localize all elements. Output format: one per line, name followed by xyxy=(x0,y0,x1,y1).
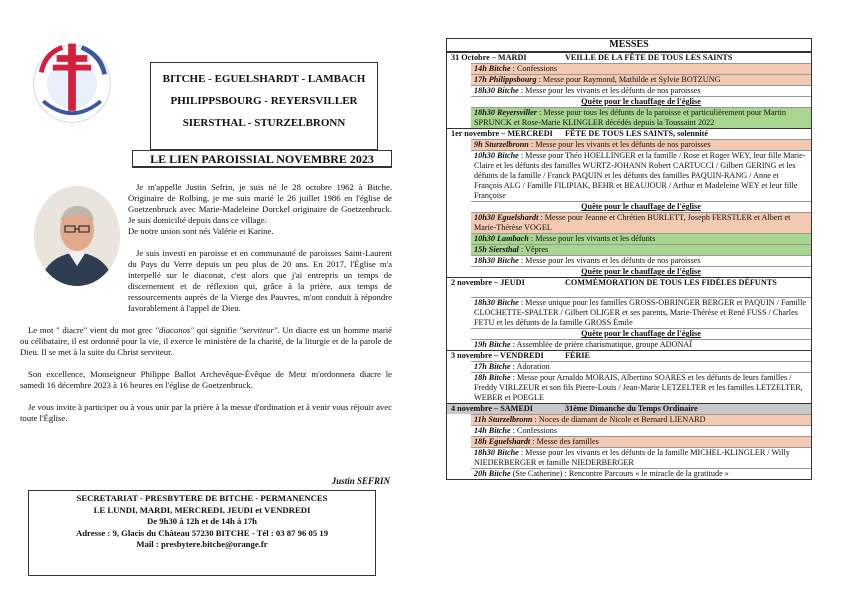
mass-time-place: 18h30 Bitche xyxy=(474,448,519,457)
mass-intention: : Messe pour Jeanne et Chrétien BURLETT, Joseph FERSTLER et Albert et Marie-Thérèse VOGEL xyxy=(474,213,791,232)
mass-intention: : Messe pour tous les défunts de la paroisse et particulièrement pour Martin SPRUNCK et Rose-Marie KLINGLER décédés depuis la Toussaint 2022 xyxy=(474,108,786,127)
mass-intention: : Messe pour les vivants et les défunts xyxy=(528,234,656,243)
mass-entry xyxy=(471,85,811,96)
mass-time-place: 19h Bitche xyxy=(474,340,511,349)
day-feast: FÉRIE xyxy=(565,351,591,360)
mass-intention: : Adoration xyxy=(510,362,550,371)
mass-time-place: 20h Bitche xyxy=(474,469,511,478)
mass-intention: : Assemblée de prière charismatique, groupe ADONAÏ xyxy=(510,340,693,349)
secretariat-line: De 9h30 à 12h et de 14h à 17h xyxy=(146,516,258,526)
mass-intention: : Confessions xyxy=(510,64,558,73)
mass-time-place: 18h Bitche xyxy=(474,373,511,382)
messes-header: MESSES xyxy=(446,38,812,52)
parishes-box xyxy=(150,62,378,150)
mass-intention: : Messe pour Arnaldo MORAIS, Albertino SOARES et les défunts de leurs familles / Freddy VIRLZEUR et son fils Pierre-Louis / Jean-Marie LETZELTER et les familles LETZELTER, WEBER et POEGLE xyxy=(474,373,803,402)
article-paragraph: Je vous invite à participer ou à vous unir par la prière à la messe d'ordination et à venir vous réjouir avec toute l'Église. xyxy=(20,402,392,423)
mass-time-place: 10h30 Eguelshardt xyxy=(474,213,539,222)
article-paragraph: Son excellence, Monseigneur Philippe Ballot Archevêque-Évêque de Metz m'ordonnera diacre le samedi 16 décembre 2023 à 16 heures en l'église de Goetzenbruck. xyxy=(20,369,392,390)
day-date: 31 Octobre – MARDI xyxy=(451,53,527,62)
mass-time-place: 10h30 Lambach xyxy=(474,234,529,243)
mass-entry xyxy=(471,297,811,328)
mass-intention: : Messe pour Théo HOELLINGER et la famille / Rose et Roger WEY, leur fille Marie-Claire et les défunts des familles WURTZ-JOHANN Robert CARTUCCI / Gilbert GERING et les défunts de la famille / Franck PAQUIN et les défunts des familles PAQUIN-RANG / Anne et François ALG / Famille FILIPIAK, BEHR et BEAUJOUR / Arthur et Madeleine WEY et leur fille Françoise xyxy=(474,151,806,200)
day-date: 3 novembre – VENDREDI xyxy=(451,351,544,360)
mass-time-place: 17h Philippsbourg xyxy=(474,75,537,84)
day-header xyxy=(447,128,811,139)
day-header xyxy=(447,403,811,414)
mass-entry xyxy=(471,436,811,447)
mass-intention: : Messe unique pour les familles GROSS-OBRINGER BERGER et PAQUIN / Famille CLOCHETTE-SPALTER / Gilbert OLIGER et ses parents, Marie-Thérèse et René FUSS / Charles FETU et les défunts de la famille GROSS Émile xyxy=(474,298,806,327)
right-page xyxy=(446,38,812,573)
mass-intention: : Messe pour les vivants et les défunts de nos paroisses xyxy=(518,256,701,265)
article-paragraph: Je m'appelle Justin Sefrin, je suis né le 28 octobre 1962 à Bitche. Originaire de Rolbing, je me suis marié le 26 juillet 1986 en l'église de Goetzenbruck avec Marie-Madeleine Dorckel originaire de Goetzenbruck. Je suis domicilié depuis dans ce village. xyxy=(128,182,392,225)
secretariat-line: Adresse : 9, Glacis du Château 57230 BITCHE - Tél : 03 87 96 05 19 xyxy=(75,527,329,538)
mass-time-place: 18h Eguelshardt xyxy=(474,437,531,446)
mass-time-place: 18h30 Reyersviller xyxy=(474,108,537,117)
mass-time-place: 11h Sturzelbronn xyxy=(474,415,533,424)
secretariat-line: LE LUNDI, MARDI, MERCREDI, JEUDI et VENDREDI xyxy=(93,504,311,515)
article-text: Le mot " diacre" vient du mot grec xyxy=(28,325,156,335)
mass-time-place: 15h Siersthal xyxy=(474,245,519,254)
mass-time-place: 18h30 Bitche xyxy=(474,86,519,95)
mass-time-place: 14h Bitche xyxy=(474,426,511,435)
signature: Justin SEFRIN xyxy=(331,476,390,486)
mass-intention: : Messe pour les vivants et les défunts de nos paroisses xyxy=(518,86,701,95)
day-date: 1er novembre – MERCREDI xyxy=(451,129,553,138)
day-feast: VEILLE DE LA FÊTE DE TOUS LES SAINTS xyxy=(565,53,733,62)
collection-note: Quête pour le chauffage de l'église xyxy=(471,201,811,212)
mass-time-place: 10h30 Bitche xyxy=(474,151,519,160)
mass-time-place: 18h30 Bitche xyxy=(474,298,519,307)
day-header xyxy=(447,277,811,297)
mass-time-place: 17h Bitche xyxy=(474,362,511,371)
day-feast: 31ème Dimanche du Temps Ordinaire xyxy=(565,404,698,413)
mass-entry xyxy=(471,233,811,244)
mass-entry xyxy=(471,414,811,425)
day-date: 2 novembre – JEUDI xyxy=(451,278,525,287)
parish-line-3: SIERSTHAL - STURZELBRONN xyxy=(182,117,346,129)
day-feast: FÊTE DE TOUS LES SAINTS, solennité xyxy=(565,129,709,138)
mass-intention: : Vêpres xyxy=(518,245,549,254)
article-paragraph xyxy=(20,325,392,358)
left-page xyxy=(20,28,392,576)
mass-intention: : Confessions xyxy=(510,426,558,435)
mass-entry xyxy=(471,255,811,266)
mass-entry xyxy=(471,447,811,468)
mass-entry xyxy=(471,150,811,201)
mass-entry xyxy=(471,468,811,479)
article-paragraph: De notre union sont nés Valérie et Karine. xyxy=(128,226,274,236)
day-feast: COMMÉMORATION DE TOUS LES FIDÈLES DÉFUNTS xyxy=(565,278,777,287)
parish-logo xyxy=(24,34,120,130)
mass-time-place: 9h Sturzelbronn xyxy=(474,140,529,149)
mass-schedule xyxy=(446,52,812,480)
mass-intention: : Noces de diamant de Nicole et Bernard LIENARD xyxy=(532,415,706,424)
collection-note: Quête pour le chauffage de l'église xyxy=(471,96,811,107)
day-header xyxy=(447,52,811,63)
mass-intention: : Messe pour les vivants et les défunts de la famille MICHEL-KLINGLER / Willy NIEDERBERGER et famille NIEDERBERGER xyxy=(474,448,790,467)
parish-line-1: BITCHE - EGUELSHARDT - LAMBACH xyxy=(162,73,366,85)
portrait-photo xyxy=(34,186,120,286)
mass-intention: (Ste Catherine) : Rencontre Parcours « le miracle de la gratitude » xyxy=(510,469,729,478)
parish-line-2: PHILIPPSBOURG - REYERSVILLER xyxy=(170,95,358,107)
article-paragraph: Je suis investi en paroisse et en communauté de paroisses Saint-Laurent du Pays du Verre depuis un peu plus de 20 ans. En 2017, l'Église m'a interpellé sur le diaconat, c'est alors que j'ai entrepris un temps de discernement et de réflexion qui, grâce à la prière, aux temps de ressourcements auprès de la Vierge des Pauvres, m'ont conduit à répondre favorablement à l'appel de Dieu. xyxy=(128,248,392,313)
mass-entry xyxy=(471,244,811,255)
day-date: 4 novembre – SAMEDI xyxy=(451,404,533,413)
mass-time-place: 14h Bitche xyxy=(474,64,511,73)
secretariat-box xyxy=(28,490,376,576)
mass-entry xyxy=(471,74,811,85)
mass-intention: : Messe des familles xyxy=(530,437,599,446)
bulletin-title: LE LIEN PAROISSIAL NOVEMBRE 2023 xyxy=(132,150,392,168)
article-text: qui signifie xyxy=(193,325,240,335)
mass-entry xyxy=(471,107,811,128)
mass-entry xyxy=(471,212,811,233)
mass-entry xyxy=(471,372,811,403)
collection-note: Quête pour le chauffage de l'église xyxy=(471,328,811,339)
mass-entry xyxy=(471,139,811,150)
mass-entry xyxy=(471,339,811,350)
mass-intention: : Messe pour les vivants et les défunts de nos paroisses xyxy=(528,140,711,149)
mass-entry xyxy=(471,63,811,74)
mass-entry xyxy=(471,361,811,372)
secretariat-line: SECRETARIAT - PRESBYTERE DE BITCHE - PERMANENCES xyxy=(76,493,328,503)
article-greek-word: "diaconos" xyxy=(155,325,194,335)
mass-time-place: 18h30 Bitche xyxy=(474,256,519,265)
mass-intention: : Messe pour Raymond, Mathilde et Sylvie BOTZUNG xyxy=(536,75,721,84)
article-text: . Un diacre est un homme marié ou célibataire, il est ordonné pour la vie, il exerce le ministère de la charité, de la liturgie et de la parole de Dieu. Il se met à la suite du Christ serviteur. xyxy=(20,325,392,357)
mass-entry xyxy=(471,425,811,436)
day-header xyxy=(447,350,811,361)
article-word: "serviteur" xyxy=(239,325,278,335)
collection-note: Quête pour le chauffage de l'église xyxy=(471,266,811,277)
secretariat-line: Mail : presbytere.bitche@orange.fr xyxy=(136,539,268,549)
